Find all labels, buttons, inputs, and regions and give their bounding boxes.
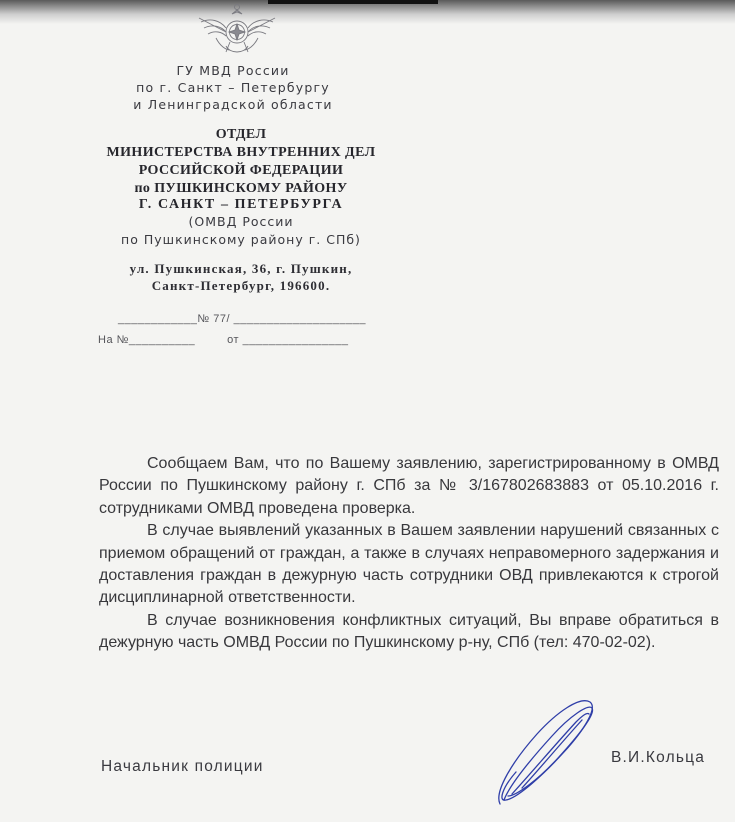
signatory-name: В.И.Кольца bbox=[611, 749, 706, 766]
gu-line-1: ГУ МВД России bbox=[176, 63, 290, 78]
dept-line-4: по ПУШКИНСКОМУ РАЙОНУ bbox=[134, 181, 348, 196]
gu-line-2: по г. Санкт – Петербургу bbox=[136, 80, 330, 95]
scan-top-edge bbox=[268, 0, 438, 4]
signatory-position: Начальник полиции bbox=[101, 758, 264, 775]
handwritten-signature bbox=[492, 692, 602, 812]
address-line-1: ул. Пушкинская, 36, г. Пушкин, bbox=[129, 261, 353, 276]
abbr-line-1: (ОМВД России bbox=[188, 214, 294, 229]
police-eagle-emblem-icon bbox=[196, 2, 278, 62]
abbr-line-2: по Пушкинскому району г. СПб) bbox=[121, 232, 361, 247]
letter-body bbox=[99, 453, 719, 655]
reply-number-line: На №__________ от ________________ bbox=[98, 334, 349, 346]
paragraph-1: Сообщаем Вам, что по Вашему заявлению, зарегистрированному в ОМВД России по Пушкинскому району г. СПб за № 3/167802683883 от 05.10.2016 г. сотрудниками ОМВД проведена проверка. bbox=[99, 455, 719, 517]
address-line-2: Санкт-Петербург, 196600. bbox=[151, 278, 331, 293]
dept-line-1: ОТДЕЛ bbox=[215, 127, 267, 142]
paragraph-3: В случае возникновения конфликтных ситуаций, Вы вправе обратиться в дежурную часть ОМВД России по Пушкинскому р-ну, СПб (тел: 470-02-02). bbox=[99, 611, 719, 652]
dept-line-2: МИНИСТЕРСТВА ВНУТРЕННИХ ДЕЛ bbox=[106, 145, 376, 160]
paragraph-2: В случае выявлений указанных в Вашем заявлении нарушений связанных с приемом обращений от граждан, а также в случаях неправомерного задержания и доставления граждан в дежурную часть сотрудники ОВД привлекаются к строгой дисциплинарной ответственности. bbox=[99, 522, 719, 607]
dept-line-5: Г. САНКТ – ПЕТЕРБУРГА bbox=[138, 197, 344, 212]
outgoing-number-line: ____________№ 77/ ____________________ bbox=[118, 313, 366, 325]
gu-line-3: и Ленинградской области bbox=[133, 97, 333, 112]
dept-line-3: РОССИЙСКОЙ ФЕДЕРАЦИИ bbox=[138, 163, 344, 178]
